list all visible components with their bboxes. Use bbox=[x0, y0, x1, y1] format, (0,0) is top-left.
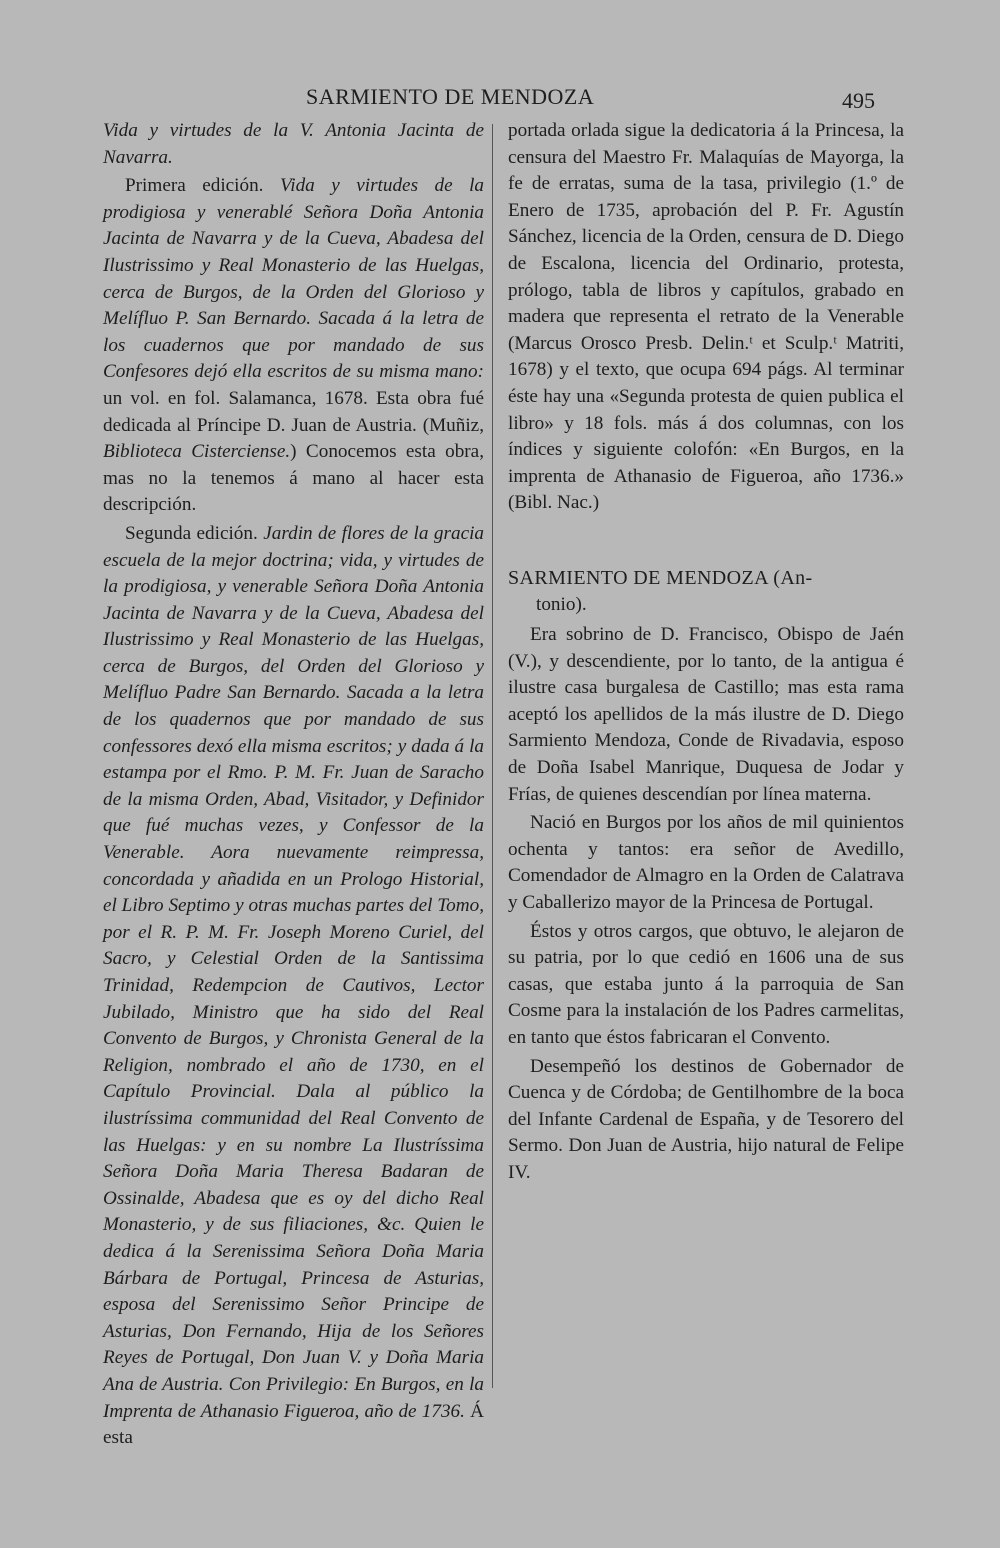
second-edition-continuation: Á esta bbox=[103, 1400, 484, 1449]
column-divider bbox=[492, 124, 493, 1388]
right-paragraph-3: Nació en Burgos por los años de mil quinientos ochenta y tantos: era señor de Avedillo, Comendador de Almagro en la Orden de Calatrava y Caballerizo mayor de la Princesa de Portugal. bbox=[508, 812, 904, 914]
second-edition-label: Segunda edición. bbox=[125, 522, 258, 544]
first-edition-note: ) Conocemos esta obra, mas no la tenemos á mano al hacer esta descripción. bbox=[103, 441, 484, 516]
right-paragraph-1: portada orlada sigue la dedicatoria á la Princesa, la censura del Maestro Fr. Malaquías de Mayorga, la fe de erratas, suma de la tasa, privilegio (1.º de Enero de 1735, aprobación del P. Fr. Agustín Sánchez, licencia de la Orden, censura de D. Diego de Escalona, licencia del Ordinario, protesta, prólogo, tabla de libros y capítulos, grabado en madera que representa el retrato de la Venerable (Marcus Orosco Presb. Delin.ᵗ et Sculp.ᵗ Matriti, 1678) y el texto, que ocupa 694 págs. Al terminar éste hay una «Segunda protesta de quien publica el libro» y 18 fols. más á dos columnas, con los índices y siguiente colofón: «En Burgos, en la imprenta de Athanasio de Figueroa, año 1736.» (Bibl. Nac.) bbox=[508, 120, 904, 514]
entry-heading-continuation: tonio). bbox=[536, 593, 587, 615]
first-edition-label: Primera edición. bbox=[125, 175, 264, 197]
book-title-short: Vida y virtudes de la V. Antonia Jacinta de Navarra. bbox=[103, 120, 484, 168]
left-column bbox=[103, 118, 484, 1452]
entry-heading: SARMIENTO DE MENDOZA (An- bbox=[508, 566, 813, 589]
first-edition-title: Vida y virtudes de la prodigiosa y venerablé Señora Doña Antonia Jacinta de Navarra y de la Cueva, Abadesa del Ilustrissimo y Real Monasterio de las Huelgas, cerca de Burgos, de la Orden del Glorioso y Melífluo P. San Bernardo. Sacada á la letra de los cuadernos que por mandado de sus Confesores dejó ella escritos de su misma mano: bbox=[103, 175, 484, 383]
left-paragraph-2 bbox=[103, 173, 484, 519]
second-edition-title: Jardin de flores de la gracia escuela de la mejor doctrina; vida, y virtudes de la prodigiosa, y venerable Señora Doña Antonia Jacinta de Navarra y de la Cueva, Abadesa del Ilustrissimo y Real Monasterio de las Huelgas, cerca de Burgos, del Orden del Glorioso y Melífluo Padre San Bernardo. Sacada a la letra de los quadernos que por mandado de sus confessores dexó ella misma escritos; y dada á la estampa por el Rmo. P. M. Fr. Juan de Saracho de la misma Orden, Abad, Visitador, y Definidor que fué muchas vezes, y Confessor de la Venerable. Aora nuevamente reimpressa, concordada y añadida en un Prologo Historial, el Libro Septimo y otras muchas partes del Tomo, por el R. P. M. Fr. Joseph Moreno Curiel, del Sacro, y Celestial Orden de la Santissima Trinidad, Redempcion de Cautivos, Lector Jubilado, Ministro que ha sido del Real Convento de Burgos, y Chronista General de la Religion, nombrado el año de 1730, en el Capítulo Provincial. Dala al público la ilustríssima communidad del Real Convento de las Huelgas: y en su nombre La Ilustríssima Señora Doña Maria Theresa Badaran de Ossinalde, Abadesa que es oy del dicho Real Monasterio, y de sus filiaciones, &c. Quien le dedica á la Serenissima Señora Doña Maria Bárbara de Portugal, Princesa de Asturias, esposa del Serenissimo Señor Principe de Asturias, Don Fernando, Hija de los Señores Reyes de Portugal, Don Juan V. y Doña Maria Ana de Austria. Con Privilegio: En Burgos, en la Imprenta de Athanasio Figueroa, año de 1736. bbox=[103, 522, 485, 1422]
right-paragraph-4: Éstos y otros cargos, que obtuvo, le alejaron de su patria, por lo que cedió en 1606 una de sus casas, que estaba junto á la parroquia de San Cosme para la instalación de los Padres carmelitas, en tanto que éstos fabricaran el Convento. bbox=[508, 920, 904, 1048]
header-title: SARMIENTO DE MENDOZA bbox=[306, 84, 595, 109]
first-edition-details: un vol. en fol. Salamanca, 1678. Esta obra fué dedicada al Príncipe D. Juan de Austria. (Muñiz, bbox=[103, 387, 484, 436]
left-paragraph-1 bbox=[103, 118, 484, 171]
right-paragraph-2: Era sobrino de D. Francisco, Obispo de Jaén (V.), y descendiente, por lo tanto, de la antigua é ilustre casa burgalesa de Castillo; mas esta rama aceptó los apellidos de la más ilustre de D. Diego Sarmiento Mendoza, Conde de Rivadavia, esposo de Doña Isabel Manrique, Duquesa de Jodar y Frías, de quienes descendían por línea materna. bbox=[508, 624, 904, 805]
right-column bbox=[508, 118, 904, 1187]
left-paragraph-3 bbox=[103, 521, 484, 1452]
right-paragraph-5: Desempeñó los destinos de Gobernador de Cuenca y de Córdoba; de Gentilhombre de la boca del Infante Cardenal de España, y de Tesorero del Sermo. Don Juan de Austria, hijo natural de Felipe IV. bbox=[508, 1055, 904, 1183]
cited-work: Biblioteca Cisterciense. bbox=[103, 441, 291, 463]
page-number: 495 bbox=[842, 88, 875, 113]
